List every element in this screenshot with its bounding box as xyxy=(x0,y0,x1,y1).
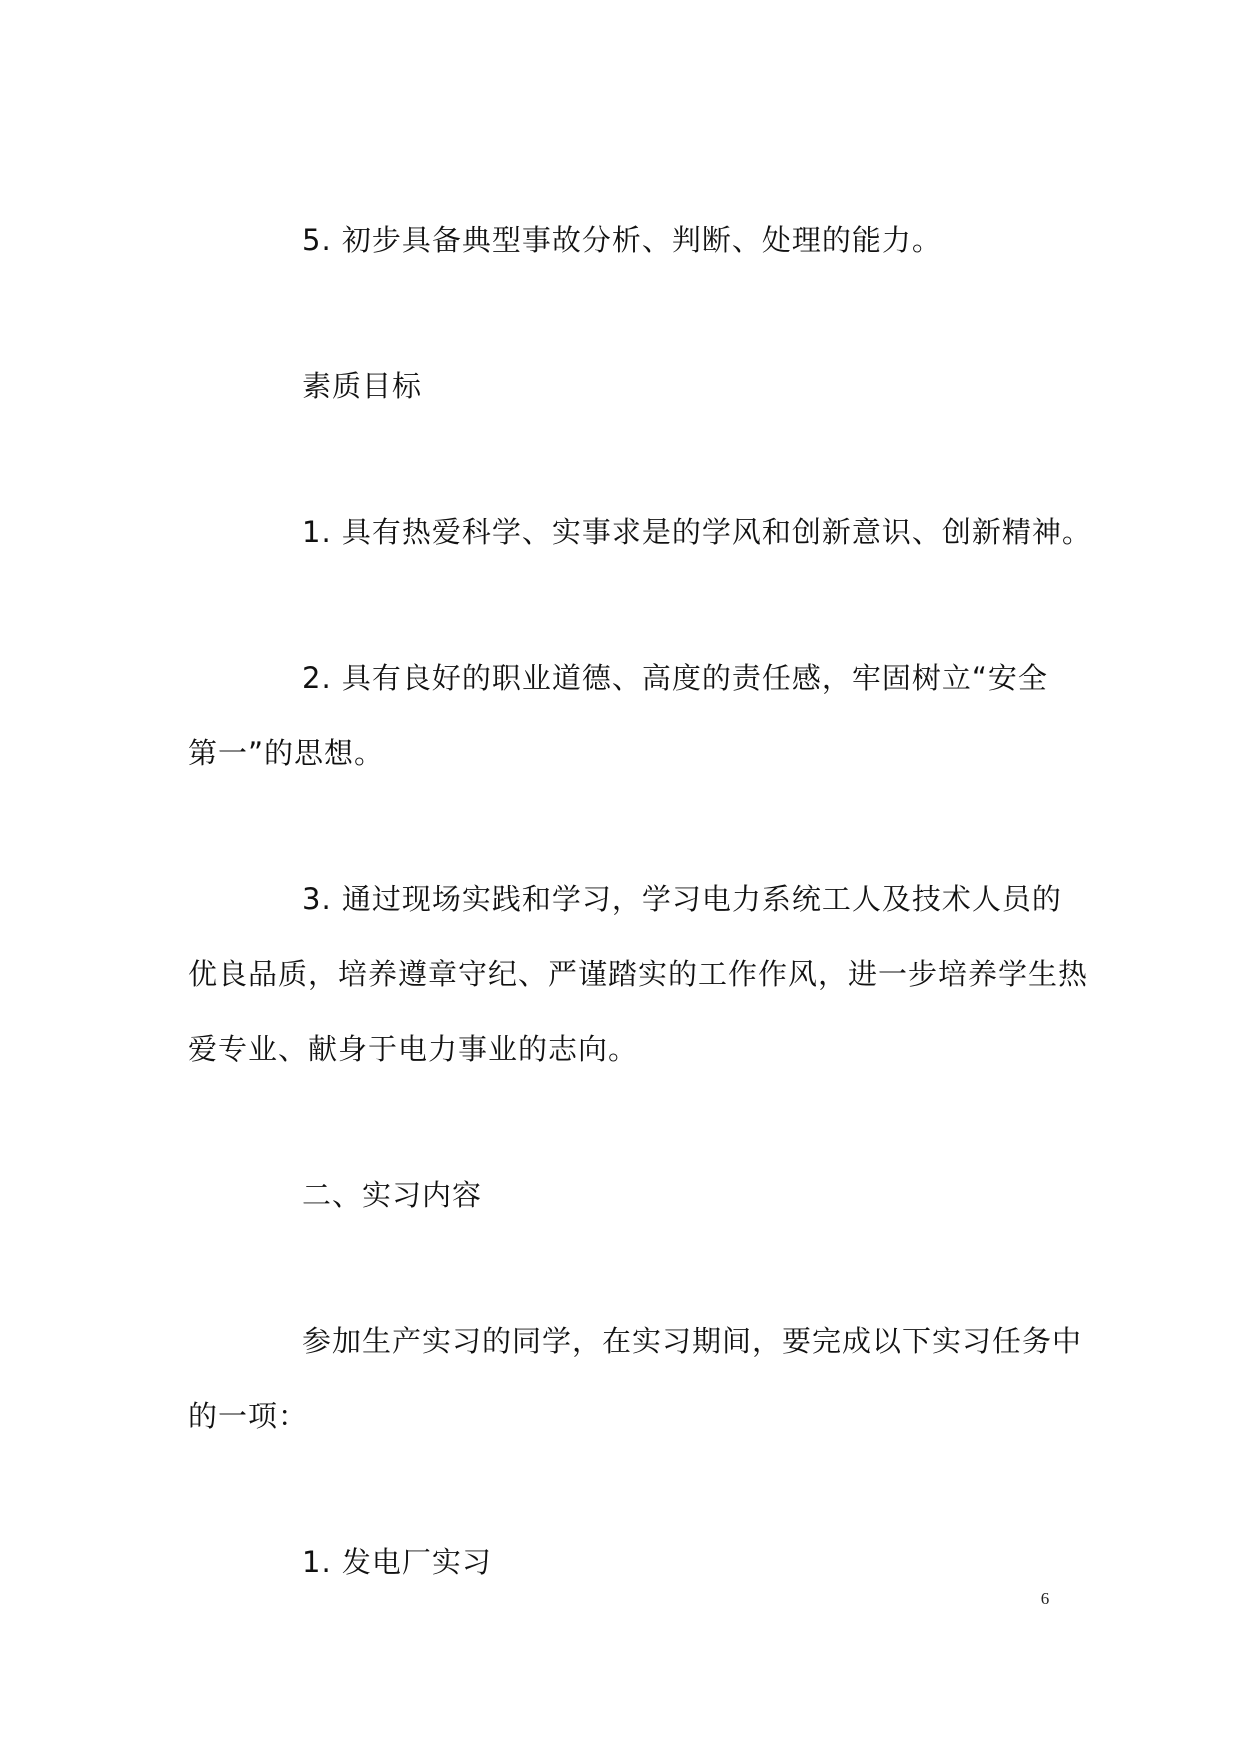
text-line-quality-2-part1: 2. 具有良好的职业道德、高度的责任感，牢固树立“安全 xyxy=(302,661,1048,695)
list-item-power-plant-internship: 1. 发电厂实习 xyxy=(302,1545,492,1579)
section-heading-quality-goals: 素质目标 xyxy=(302,369,423,403)
text-line-quality-3-part2: 优良品质，培养遵章守纪、严谨踏实的工作作风，进一步培养学生热 xyxy=(188,957,1089,991)
text-line-internship-intro-part1: 参加生产实习的同学，在实习期间，要完成以下实习任务中 xyxy=(302,1324,1083,1358)
text-line-quality-3-part3: 爱专业、献身于电力事业的志向。 xyxy=(188,1032,639,1066)
text-line-ability-5: 5. 初步具备典型事故分析、判断、处理的能力。 xyxy=(302,223,942,257)
text-line-quality-1: 1. 具有热爱科学、实事求是的学风和创新意识、创新精神。 xyxy=(302,515,1092,549)
section-heading-internship-content: 二、实习内容 xyxy=(302,1178,483,1212)
text-line-quality-2-part2: 第一”的思想。 xyxy=(188,736,385,770)
text-line-internship-intro-part2: 的一项： xyxy=(188,1399,309,1433)
page-number: 6 xyxy=(1040,1589,1050,1608)
text-line-quality-3-part1: 3. 通过现场实践和学习，学习电力系统工人及技术人员的 xyxy=(302,882,1062,916)
